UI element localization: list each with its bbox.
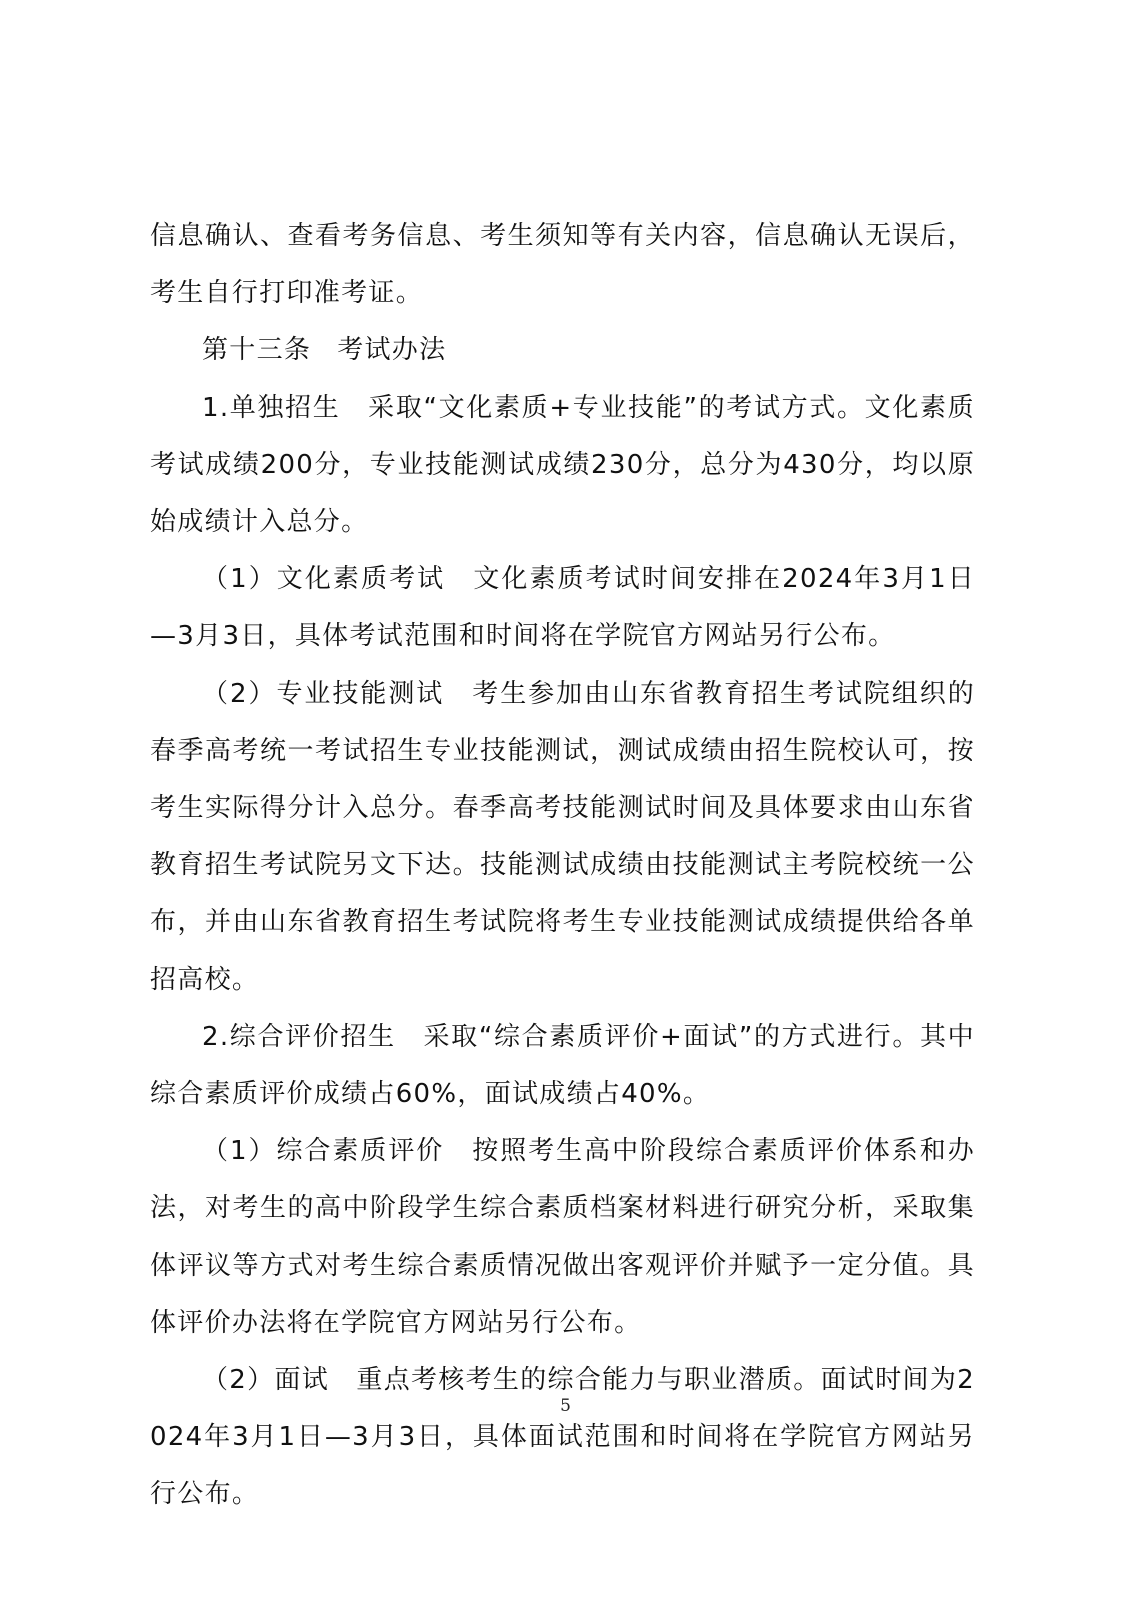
- paragraph-skills-test: （2）专业技能测试 考生参加由山东省教育招生考试院组织的春季高考统一考试招生专业技能测试，测试成绩由招生院校认可，按考生实际得分计入总分。春季高考技能测试时间及具体要求由山东省教育招生考试院另文下达。技能测试成绩由技能测试主考院校统一公布，并由山东省教育招生考试院将考生专业技能测试成绩提供给各单招高校。: [150, 678, 975, 995]
- article-number: 第十三条: [202, 335, 312, 366]
- paragraph-single-enrollment: 1.单独招生 采取“文化素质+专业技能”的考试方式。文化素质考试成绩200分，专业技能测试成绩230分，总分为430分，均以原始成绩计入总分。: [150, 392, 975, 538]
- paragraph-quality-evaluation: （1）综合素质评价 按照考生高中阶段综合素质评价体系和办法，对考生的高中阶段学生综合素质档案材料进行研究分析，采取集体评议等方式对考生综合素质情况做出客观评价并赋予一定分值。具体评价办法将在学院官方网站另行公布。: [150, 1136, 975, 1338]
- page-number: 5: [560, 1396, 571, 1416]
- paragraph-culture-exam: （1）文化素质考试 文化素质考试时间安排在2024年3月1日—3月3日，具体考试范围和时间将在学院官方网站另行公布。: [150, 564, 975, 652]
- body-text: [150, 208, 975, 1524]
- paragraph-comprehensive-evaluation: 2.综合评价招生 采取“综合素质评价+面试”的方式进行。其中综合素质评价成绩占60%，面试成绩占40%。: [150, 1021, 975, 1110]
- article-heading: [150, 322, 975, 379]
- paragraph-interview: （2）面试 重点考核考生的综合能力与职业潜质。面试时间为2024年3月1日—3月3日，具体面试范围和时间将在学院官方网站另行公布。: [150, 1365, 975, 1510]
- article-title: 考试办法: [337, 335, 447, 366]
- paragraph-continuation: 信息确认、查看考务信息、考生须知等有关内容，信息确认无误后，考生自行打印准考证。: [150, 221, 975, 309]
